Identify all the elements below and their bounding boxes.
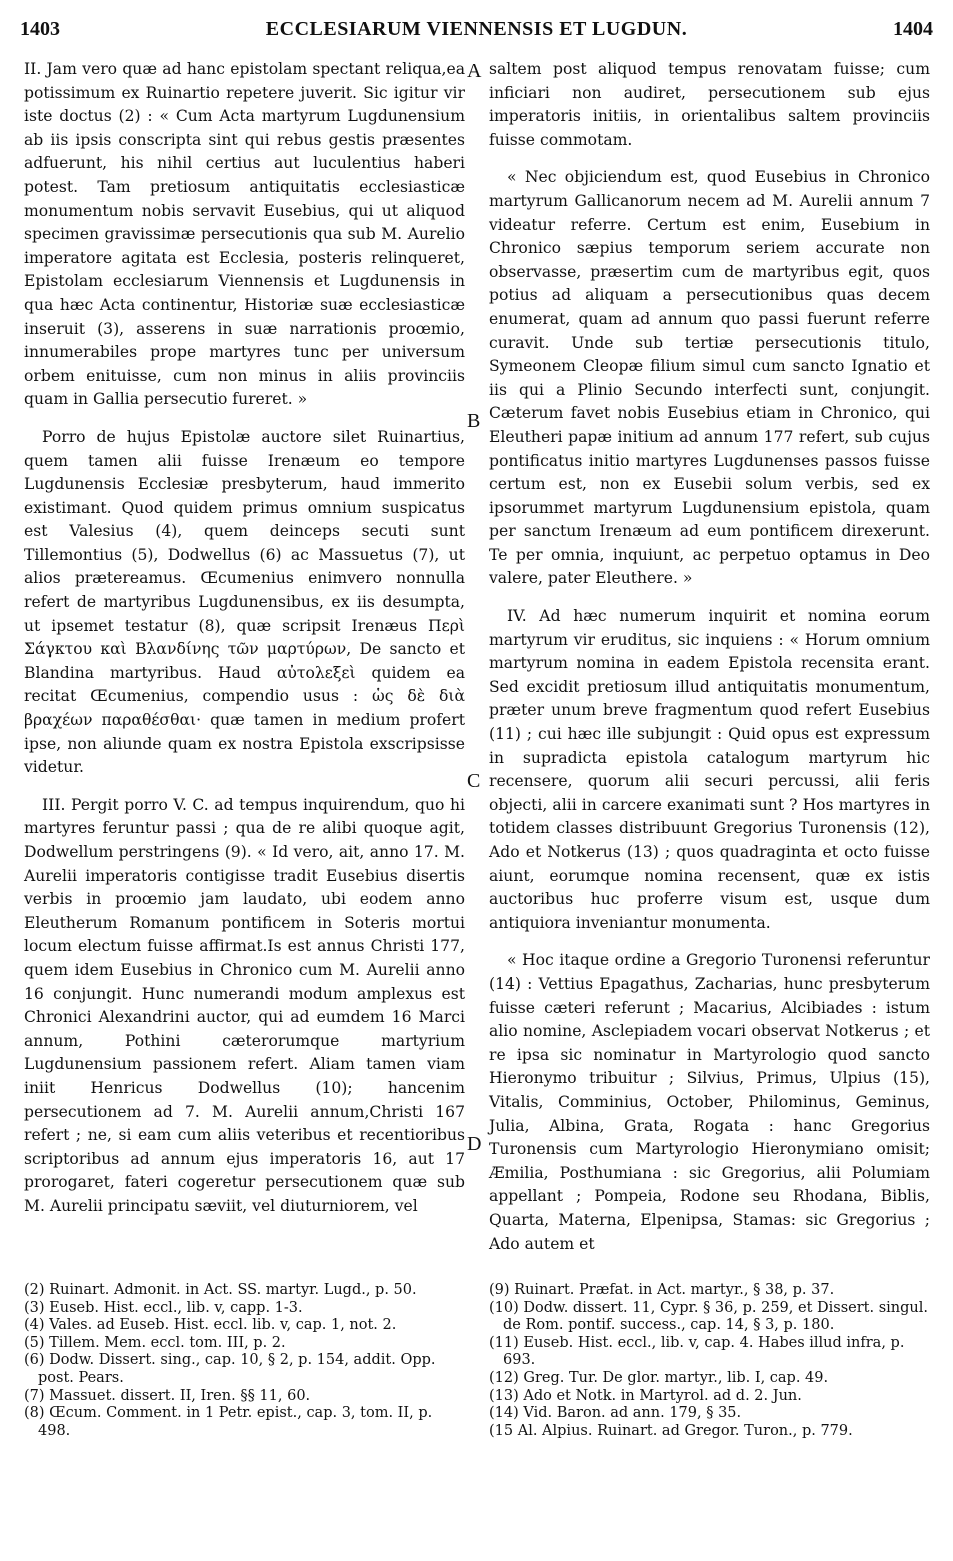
footnote: (15 Al. Alpius. Ruinart. ad Gregor. Turon., p. 779. [489, 1422, 853, 1439]
footnotes-right [489, 1282, 929, 1440]
footnote: (12) Greg. Tur. De glor. martyr., lib. I, cap. 49. [489, 1369, 829, 1386]
section-letter-b: B [467, 410, 481, 432]
footnote: (14) Vid. Baron. ad ann. 179, § 35. [489, 1405, 742, 1422]
paragraph: Porro de hujus Epistolæ auctore silet Ruinartius, quem tamen alii fuisse Irenæum eo tempore Lugdunensis Ecclesiæ presbyterum, haud immerito existimant. Quod quidem primus omnium suspicatus est Valesius (4), quem deinceps secuti sunt Tillemontius (5), Dodwellus (6) ac Massuetus (7), ut alios prætereamus. Œcumenius enimvero nonnulla refert de martyribus Lugdunensibus, ex iis desumpta, ut ipsemet testatur (8), quæ scripsit Irenæus Περὶ Σάγκτου καὶ Βλανδίνης τῶν μαρτύρων, De sancto et Blandina martyribus. Haud αὐτολεξεὶ quidem ea recitat Œcumenius, compendio usus : ὡς δὲ διὰ βραχέων παραθέσθαι· quæ tamen in medium profert ipse, non aliunde quam ex nostra Epistola exscripsisse videtur. [24, 427, 465, 777]
footnote: (9) Ruinart. Præfat. in Act. martyr., § 38, p. 37. [489, 1282, 835, 1298]
footnote: (2) Ruinart. Admonit. in Act. SS. martyr. Lugd., p. 50. [24, 1282, 417, 1298]
footnote: (13) Ado et Notk. in Martyrol. ad d. 2. Jun. [489, 1387, 802, 1404]
running-title: ECCLESIARUM VIENNENSIS ET LUGDUN. [265, 18, 688, 40]
footnote: (8) Œcum. Comment. in 1 Petr. epist., cap. 3, tom. II, p. 498. [24, 1405, 433, 1439]
paragraph: « Nec objiciendum est, quod Eusebius in Chronico martyrum Gallicanorum necem ad M. Aurelii annum 7 videatur referre. Certum est enim, Eusebium in Chronico sæpius temporum seriem accurate non observasse, præsertim cum de martyribus egit, quos potius ad aliquam a persecutionibus quas decem enumerat, quam ad annum quo passi fuerunt referre curavit. Unde sub tertiæ persecutionis titulo, Symeonem Cleopæ filium simul cum sancto Ignatio et iis qui a Plinio Secundo interfecti sunt, conjungit. Cæterum favet nobis Eusebius etiam in Chronico, qui Eleutheri papæ initium ad annum 177 refert, sub cujus pontificatus initio martyres Lugdunenses passos fuisse certum est, non ex Eusebii solum verbis, sed ex ipsorummet martyrum Lugdunensium epistola, quam per sanctum Irenæum ad eum pontificem direxerunt. Te per omnia, inquiunt, ac perpetuo optamus in Deo valere, pater Eleuthere. » [489, 168, 930, 588]
footnote: (7) Massuet. dissert. II, Iren. §§ 11, 60. [24, 1387, 311, 1404]
footnote: (4) Vales. ad Euseb. Hist. eccl. lib. v, cap. 1, not. 2. [24, 1317, 397, 1334]
paragraph: saltem post aliquod tempus renovatam fuisse; cum inficiari non audiret, persecutionem sub ejus imperatoris initiis, in orientalibus saltem provinciis fuisse commotam. [489, 60, 930, 149]
paragraph: IV. Ad hæc numerum inquirit et nomina eorum martyrum vir eruditus, sic inquiens : « Horum omnium martyrum nomina in eadem Epistola recensita erant. Sed excidit pretiosum illud antiquitatis monumentum, præter unum breve fragmentum quod refert Eusebius (11) ; cui hæc ille subjungit : Quid opus est expressum in supradicta epistola catalogum martyrum hic recensere, quorum alii securi percussi, alii feris objecti, alii in carcere exanimati sunt ? Hos martyres in totidem classes distribuunt Gregorius Turonensis (12), Ado et Notkerus (13) ; quos quadraginta et octo fuisse aiunt, eorumque nomina recensent, quæ ex istis auctoribus huc proferre visum est, usque dum antiquiora inveniantur monumenta. [489, 607, 930, 932]
footnote: (10) Dodw. dissert. 11, Cypr. § 36, p. 259, et Dissert. singul. de Rom. pontif. success., cap. 14, § 3, p. 180. [489, 1299, 929, 1334]
section-letter-a: A [467, 60, 482, 82]
footnote: (6) Dodw. Dissert. sing., cap. 10, § 2, p. 154, addit. Opp. post. Pears. [24, 1352, 436, 1386]
right-column [489, 58, 930, 1270]
section-letter-d: D [467, 1133, 482, 1155]
footnotes-left [24, 1282, 464, 1440]
paragraph: « Hoc itaque ordine a Gregorio Turonensi referuntur (14) : Vettius Epagathus, Zacharias, hunc presbyterum fuisse cæteri referunt ; Macarius, Alcibiades : istum alio nomine, Asclepiadem vocari observat Notkerus ; et re ipsa sic nominatur in Martyrologio quod sancto Hieronymo tribuitur ; Silvius, Primus, Ulpius (15), Vitalis, Comminius, October, Philominus, Geminus, Julia, Albina, Grata, Rogata : hanc Gregorius Turonensis cum Martyrologio Hieronymiano omisit; Æmilia, Posthumiana : sic Gregorius, alii Polumiam appellant ; Pompeia, Rodone seu Rhodana, Biblis, Quarta, Materna, Elpenipsa, Stamas: sic Gregorius ; Ado autem et [489, 951, 930, 1253]
paragraph: III. Pergit porro V. C. ad tempus inquirendum, quo hi martyres feruntur passi ; qua de re alibi quoque agit, Dodwellum perstringens (9). « Id vero, ait, anno 17. M. Aurelii imperatoris contigisse tradit Eusebius disertis verbis in proœmio jam laudato, ubi eodem anno Eleutherum Romanum pontificem in Soteris mortui locum electum fuisse affirmat.Is est annus Christi 177, quem idem Eusebius in Chronico cum M. Aurelii anno 16 conjungit. Hunc numerandi modum amplexus est Chronici Alexandrini auctor, qui ad eumdem 16 Marci annum, Pothini cæterorumque martyrium Lugdunensium passionem refert. Aliam tamen viam iniit Henricus Dodwellus (10); hancenim persecutionem ad 7. M. Aurelii annum,Christi 167 refert ; ne, si eam cum aliis veteribus et recentioribus scriptoribus ad annum ejus imperatoris 16, aut 17 prorogaret, fateri cogeretur persecutionem quæ sub M. Aurelii principatu sæviit, vel diuturniorem, vel [24, 795, 465, 1215]
footnote: (5) Tillem. Mem. eccl. tom. III, p. 2. [24, 1334, 286, 1351]
section-letter-c: C [467, 770, 481, 792]
footnote: (3) Euseb. Hist. eccl., lib. v, capp. 1-3. [24, 1299, 303, 1316]
paragraph: II. Jam vero quæ ad hanc epistolam spectant reliqua,ea potissimum ex Ruinartio repetere juverit. Sic igitur vir iste doctus (2) : « Cum Acta martyrum Lugdunensium ab iis ipsis conscripta sint qui rebus gestis præsentes adfuerunt, his nihil certius aut luculentius haberi potest. Tam pretiosum antiquitatis ecclesiasticæ monumentum nobis servavit Eusebius, qui ut aliquod specimen gravissimæ persecutionis qua sub M. Aurelio imperatore agitata est Ecclesia, posteris relinqueret, Epistolam ecclesiarum Viennensis et Lugdunensis in qua hæc Acta continentur, Historiæ suæ ecclesiasticæ inseruit (3), asserens in suæ narrationis proœmio, innumerabiles prope martyres tunc per universum orbem enituisse, cum non minus in aliis provinciis quam in Gallia persecutio fureret. » [24, 60, 465, 409]
page-number-left: 1403 [20, 18, 60, 40]
left-column [24, 58, 465, 1233]
running-header [20, 18, 933, 48]
page-number-right: 1404 [893, 18, 933, 40]
footnote: (11) Euseb. Hist. eccl., lib. v, cap. 4. Habes illud infra, p. 693. [489, 1334, 905, 1369]
